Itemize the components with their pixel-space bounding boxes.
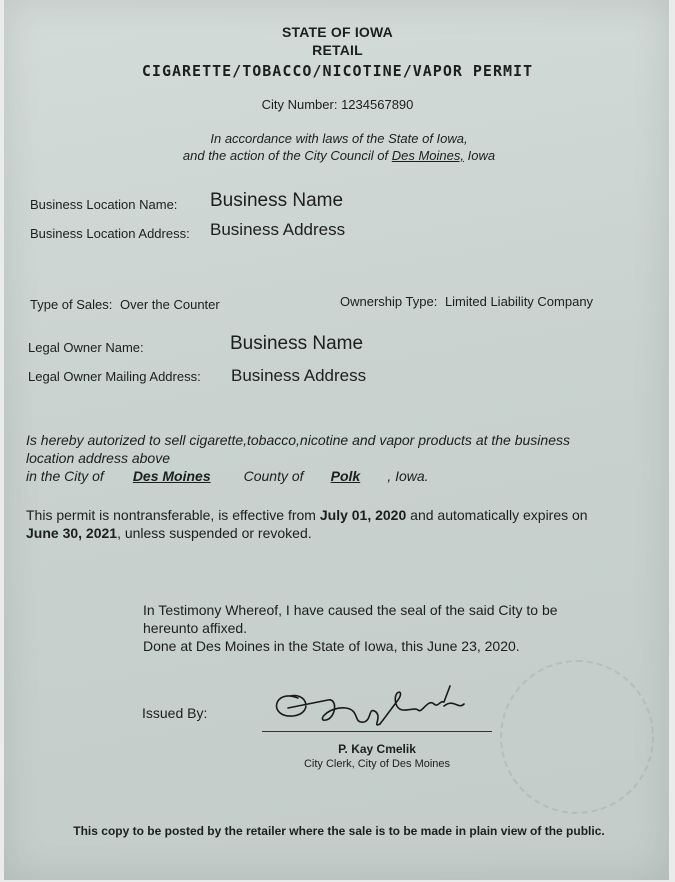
sales-type-value: Over the Counter <box>120 297 220 312</box>
authorization-state-suffix: , Iowa. <box>387 468 429 484</box>
accordance-line-1: In accordance with laws of the State of Iowa, <box>210 131 468 146</box>
authorization-line-1: Is hereby autorized to sell cigarette,tobacco,nicotine and vapor products at the business <box>26 432 570 448</box>
authorization-city-prefix: in the City of <box>26 468 104 484</box>
permit-terms-part1: This permit is nontransferable, is effective from <box>26 507 316 523</box>
accordance-line-2 <box>0 148 675 163</box>
signer-name: P. Kay Cmelik <box>338 742 416 756</box>
accordance-prefix: and the action of the City Council of <box>182 148 389 163</box>
city-number-label: City Number: <box>261 97 338 112</box>
header-state: STATE OF IOWA <box>282 24 393 40</box>
permit-end-date: June 30, 2021 <box>26 525 118 541</box>
city-number <box>0 97 675 112</box>
sales-type <box>30 297 220 312</box>
permit-terms-part2: and automatically expires on <box>410 507 588 523</box>
accordance-city: Des Moines, <box>391 148 464 163</box>
authorization-line-2: location address above <box>26 450 170 466</box>
authorization-county-prefix: County of <box>243 468 304 484</box>
authorization-city: Des Moines <box>132 468 211 484</box>
city-seal-emboss <box>500 660 654 814</box>
testimony-line-2: hereunto affixed. <box>143 620 248 636</box>
sales-type-label: Type of Sales: <box>30 297 113 312</box>
permit-start-date: July 01, 2020 <box>319 507 407 523</box>
business-address-label: Business Location Address: <box>30 226 190 241</box>
testimony-line-3: Done at Des Moines in the State of Iowa, this June 23, 2020. <box>143 638 520 654</box>
permit-terms-line-2 <box>26 525 312 541</box>
business-name-label: Business Location Name: <box>30 197 178 212</box>
owner-address-label: Legal Owner Mailing Address: <box>28 369 201 384</box>
business-name-value: Business Name <box>210 190 344 211</box>
city-number-value: 1234567890 <box>341 97 414 112</box>
issued-by-label: Issued By: <box>142 705 208 721</box>
ownership-type-label: Ownership Type: <box>340 294 438 309</box>
permit-terms-line-1 <box>26 507 588 523</box>
testimony-line-1: In Testimony Whereof, I have caused the seal of the said City to be <box>143 602 558 618</box>
signer-title: City Clerk, City of Des Moines <box>303 758 451 770</box>
footer-notice: This copy to be posted by the retailer where the sale is to be made in plain view of the public. <box>73 824 605 838</box>
authorization-county: Polk <box>330 468 361 484</box>
header-retail: RETAIL <box>312 42 363 58</box>
accordance-suffix: Iowa <box>467 148 496 163</box>
business-address-value: Business Address <box>210 220 346 239</box>
ownership-type <box>340 294 593 309</box>
permit-terms-part3: , unless suspended or revoked. <box>117 525 312 541</box>
header-permit-title: CIGARETTE/TOBACCO/NICOTINE/VAPOR PERMIT <box>141 62 534 80</box>
signature-image <box>268 678 473 734</box>
signature-line <box>262 731 492 732</box>
owner-name-label: Legal Owner Name: <box>28 340 144 355</box>
ownership-type-value: Limited Liability Company <box>444 294 594 309</box>
authorization-line-3 <box>26 468 429 484</box>
owner-name-value: Business Name <box>230 333 364 354</box>
owner-address-value: Business Address <box>231 366 367 385</box>
